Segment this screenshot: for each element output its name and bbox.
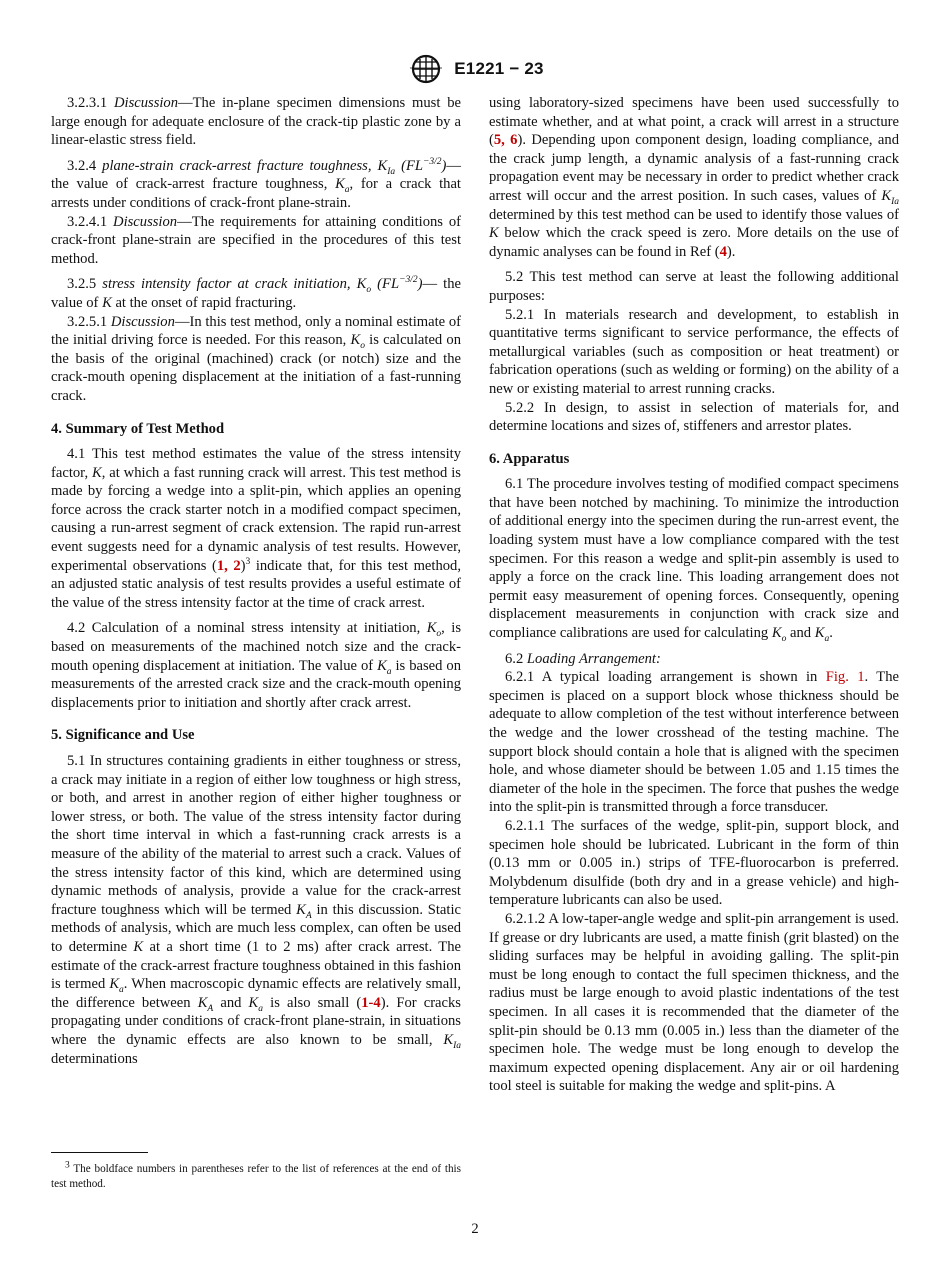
section-6-heading: 6. Apparatus (489, 450, 570, 467)
paragraph-3-2-4-1: 3.2.4.1 Discussion—The requirements for attaining conditions of crack-front plane-strain are specified in the procedures of this test method. (51, 213, 462, 267)
paragraph-5-1-continued: using laboratory-sized specimens have been used successfully to estimate whether, and at what point, a crack will arrest in a structure (5, 6). Depending upon component design, loading compliance, and the crack jump length, a dynamic analysis of a fast-running crack propagation event may be necessary in order to predict whether crack arrest will occur and the arrest position. In such cases, values of $K_{Ia}$ determined by this test method can be used to identify those values of K below which the crack speed is zero. More details on the use of dynamic analyses can be found in Ref (4). (489, 95, 899, 260)
footnote-number: 3 (65, 1160, 70, 1171)
document-designation: E1221 − 23 (454, 59, 544, 78)
paragraph-4-2: 4.2 Calculation of a nominal stress intensity at initiation, $K_o$, is based on measurements of the machined notch size and the crack-mouth opening displacement at initiation. The value of $K_a$ is based on measurements of the arrested crack size and the crack-mouth opening displacements prior to initiation and shortly after crack arrest. (51, 620, 462, 711)
astm-logo-icon (406, 54, 446, 84)
footnote-divider (51, 1152, 148, 1153)
paragraph-6-2: 6.2 Loading Arrangement: (505, 650, 661, 667)
paragraph-6-2-1: 6.2.1 A typical loading arrangement is shown in Fig. 1. The specimen is placed on a support block whose thickness should be adequate to allow completion of the test without interference between the wedge and the lower crosshead of the testing machine. The support block should contain a hole that is aligned with the specimen hole, and whose diameter should be between 1.05 and 1.15 times the diameter of the hole in the specimen. The force that pushes the wedge into the split-pin is transmitted through a force transducer. (489, 669, 899, 816)
paragraph-5-2-1: 5.2.1 In materials research and development, to establish in quantitative terms significant to service performance, the effects of metallurgical variables (such as composition or heat treatment) or fabrication operations (such as welding or forming) on the ability of a new or existing material to arrest running cracks. (489, 306, 899, 397)
paragraph-5-2: 5.2 This test method can serve at least the following additional purposes: (489, 269, 899, 304)
paragraph-4-1: 4.1 This test method estimates the value of the stress intensity factor, K, at which a fast running crack will arrest. This test method is made by forcing a wedge into a split-pin, which applies an opening force across the crack starter notch in a modified compact specimen, causing a run-arrest segment of crack extension. The rapid run-arrest event suggests need for a dynamic analysis of test results. However, experimental observations (1, 2)$^3$ indicate that, for this test method, an adjusted static analysis of test results provides a useful estimate of the value of the stress intensity factor at the time of crack arrest. (51, 446, 461, 611)
section-5-heading: 5. Significance and Use (51, 727, 195, 744)
paragraph-3-2-4: 3.2.4 plane-strain crack-arrest fracture toughness, $K_{Ia}$ $(FL^{-3/2})—the$ value of crack-arrest fracture toughness, $K_a$, for a crack that arrests under conditions of crack-front plane-strain. (51, 156, 461, 211)
paragraph-6-2-1-1: 6.2.1.1 The surfaces of the wedge, split-pin, support block, and specimen hole should be lubricated. Lubricant in the form of thin (0.13 mm or 0.005 in.) strips of TFE-fluorocarbon is preferred. Molybdenum disulfide (both dry and in a grease vehicle) and high-temperature lubricants can also be used. (489, 817, 899, 909)
paragraph-3-2-5-1: 3.2.5.1 Discussion—In this test method, only a nominal estimate of the initial driving force is needed. For this reason, $K_o$ is calculated on the basis of the original (machined) crack (or notch) size and the crack-mouth opening displacement at the initiation of a fast-running crack. (51, 313, 462, 404)
right-column (489, 94, 899, 1096)
reference-link[interactable]: 5, 6 (493, 132, 518, 149)
reference-link[interactable]: 1, 2 (216, 557, 241, 574)
paragraph-5-1: 5.1 In structures containing gradients in either toughness or stress, a crack may initiate in a region of either low toughness or high stress, or both, and arrest in another region of either higher toughness or lower stress, or both. The value of the stress intensity factor during the short time interval in which a fast-running crack arrests is a measure of the ability of the material to arrest such a crack. Values of the stress intensity factor of this kind, which are determined using dynamic methods of analysis, provide a value for the crack-arrest fracture toughness which will be termed $K_A$ in this discussion. Static methods of analysis, which are much less complex, can often be used to determine K at a short time (1 to 2 ms) after crack arrest. The estimate of the crack-arrest fracture toughness obtained in this fashion is termed $K_a$. When macroscopic dynamic effects are relatively small, the difference between $K_A$ and $K_a$ is also small (1-4). For cracks propagating under conditions of crack-front plane-strain, in situations where the dynamic effects are also known to be small, $K_{Ia}$ determinations (51, 753, 461, 1067)
paragraph-6-2-1-2: 6.2.1.2 A low-taper-angle wedge and split-pin arrangement is used. If grease or dry lubricants are used, a matte finish (grit blasted) on the sliding surfaces may be helpful in avoiding galling. The split-pin must be long enough to contact the full specimen thickness, and the radius must be large enough to avoid plastic indentations of the test specimen. In all cases it is recommended that the diameter of the split-pin should be 0.13 mm (0.005 in.) less than the diameter of the specimen hole. The wedge must be long enough to develop the maximum expected opening displacement. Any air or oil hardening tool steel is suitable for making the wedge and split-pins. A (489, 910, 899, 1095)
page-header (0, 54, 950, 86)
reference-link[interactable]: 1-4 (361, 994, 381, 1011)
footnote: $^3$ The boldface numbers in parentheses refer to the list of references at the end of this test method. (51, 1160, 461, 1190)
section-4-heading: 4. Summary of Test Method (51, 420, 225, 437)
figure-link[interactable]: Fig. 1 (825, 669, 865, 686)
paragraph-3-2-3-1: 3.2.3.1 Discussion—The in-plane specimen dimensions must be large enough for adequate enclosure of the crack-tip plastic zone by a linear-elastic stress field. (51, 95, 461, 149)
paragraph-5-2-2: 5.2.2 In design, to assist in selection of materials for, and determine locations and sizes of, stiffeners and arrestor plates. (489, 399, 899, 435)
reference-link[interactable]: 4 (719, 243, 727, 260)
paragraph-6-1: 6.1 The procedure involves testing of modified compact specimens that have been notched by machining. To minimize the introduction of additional energy into the specimen during the run-arrest event, the loading system must have a low compliance compared with the test specimen. For this reason a wedge and split-pin assembly is used to apply a force on the crack line. This loading arrangement does not permit easy measurement of opening forces. Consequently, opening displacement measurements in conjunction with crack size and compliance calibrations are used for calculating $K_o$ and $K_a$. (489, 476, 899, 644)
paragraph-3-2-5: 3.2.5 stress intensity factor at crack initiation, $K_o$ $(FL^{-3/2})—$ the value of K at the onset of rapid fracturing. (51, 275, 462, 311)
left-column (51, 94, 461, 1075)
footnote-marker[interactable]: 3 (245, 556, 251, 567)
page-number: 2 (471, 1221, 479, 1237)
